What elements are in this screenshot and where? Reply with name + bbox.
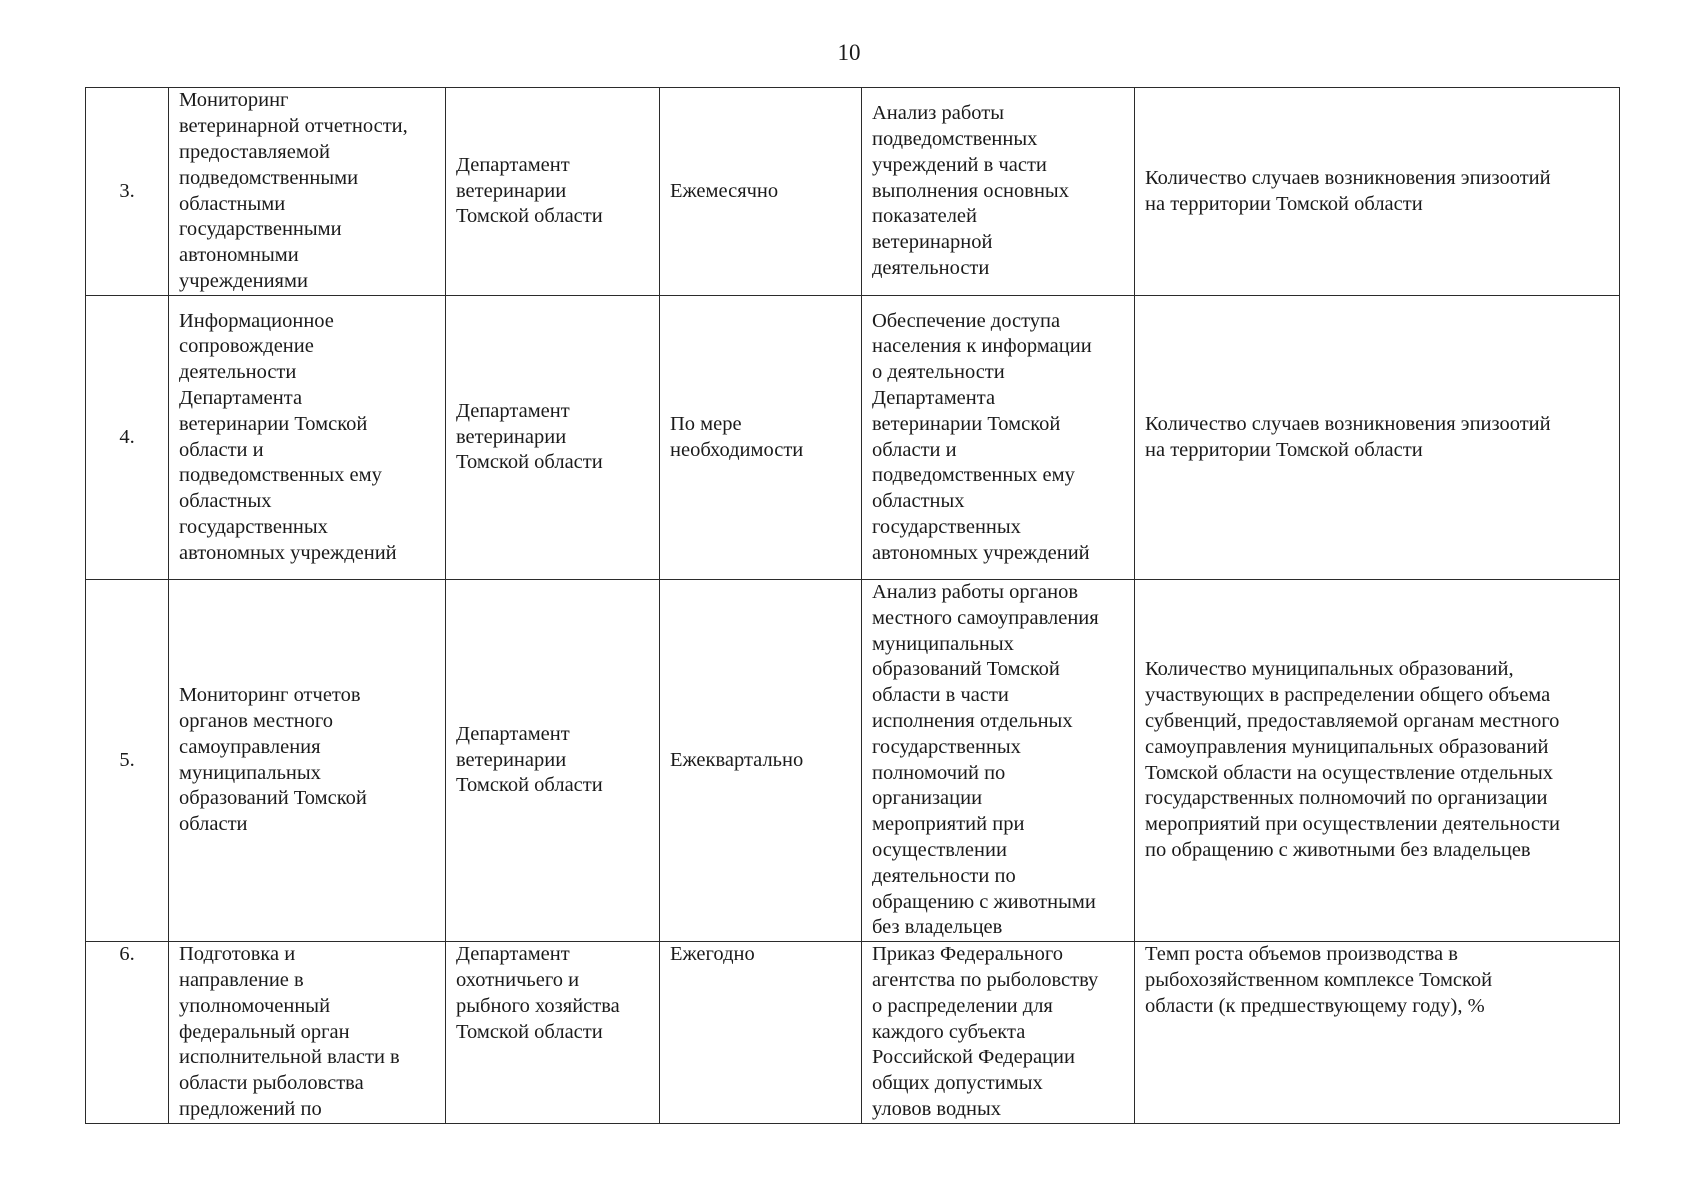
table-row [86, 296, 1620, 580]
executor-cell: Департамент ветеринарии Томской области [446, 296, 660, 580]
result-cell: Анализ работы подведомственных учреждений в части выполнения основных показателей ветеринарной деятельности [862, 88, 1135, 296]
row-number: 5. [86, 580, 169, 942]
row-number: 4. [86, 296, 169, 580]
indicator-cell: Количество случаев возникновения эпизоотий на территории Томской области [1135, 296, 1620, 580]
row-number: 3. [86, 88, 169, 296]
period-cell: Ежеквартально [660, 580, 862, 942]
page-number: 10 [837, 40, 861, 65]
row-number: 6. [86, 942, 169, 1124]
activity-cell: Информационное сопровождение деятельности Департамента ветеринарии Томской области и подведомственных ему областных государственных автономных учреждений [169, 296, 446, 580]
activity-cell: Подготовка и направление в уполномоченный федеральный орган исполнительной власти в области рыболовства предложений по [169, 942, 446, 1124]
activity-cell: Мониторинг ветеринарной отчетности, предоставляемой подведомственными областными государственными автономными учреждениями [169, 88, 446, 296]
result-cell: Анализ работы органов местного самоуправления муниципальных образований Томской области в части исполнения отдельных государственных полномочий по организации мероприятий при осуществлении деятельности по обращению с животными без владельцев [862, 580, 1135, 942]
indicator-cell: Количество муниципальных образований, участвующих в распределении общего объема субвенций, предоставляемой органам местного самоуправления муниципальных образований Томской области на осуществление отдельных государственных полномочий по организации мероприятий при осуществлении деятельности по обращению с животными без владельцев [1135, 580, 1620, 942]
executor-cell: Департамент ветеринарии Томской области [446, 580, 660, 942]
executor-cell: Департамент охотничьего и рыбного хозяйства Томской области [446, 942, 660, 1124]
period-cell: Ежегодно [660, 942, 862, 1124]
executor-cell: Департамент ветеринарии Томской области [446, 88, 660, 296]
result-cell: Обеспечение доступа населения к информации о деятельности Департамента ветеринарии Томской области и подведомственных ему областных государственных автономных учреждений [862, 296, 1135, 580]
indicator-cell: Темп роста объемов производства в рыбохозяйственном комплексе Томской области (к предшествующему году), % [1135, 942, 1620, 1124]
table-row [86, 942, 1620, 1124]
table-row [86, 88, 1620, 296]
measures-table [85, 87, 1620, 1124]
period-cell: Ежемесячно [660, 88, 862, 296]
indicator-cell: Количество случаев возникновения эпизоотий на территории Томской области [1135, 88, 1620, 296]
period-cell: По мере необходимости [660, 296, 862, 580]
table-row [86, 580, 1620, 942]
result-cell: Приказ Федерального агентства по рыболовству о распределении для каждого субъекта Российской Федерации общих допустимых уловов водных [862, 942, 1135, 1124]
activity-cell: Мониторинг отчетов органов местного самоуправления муниципальных образований Томской области [169, 580, 446, 942]
